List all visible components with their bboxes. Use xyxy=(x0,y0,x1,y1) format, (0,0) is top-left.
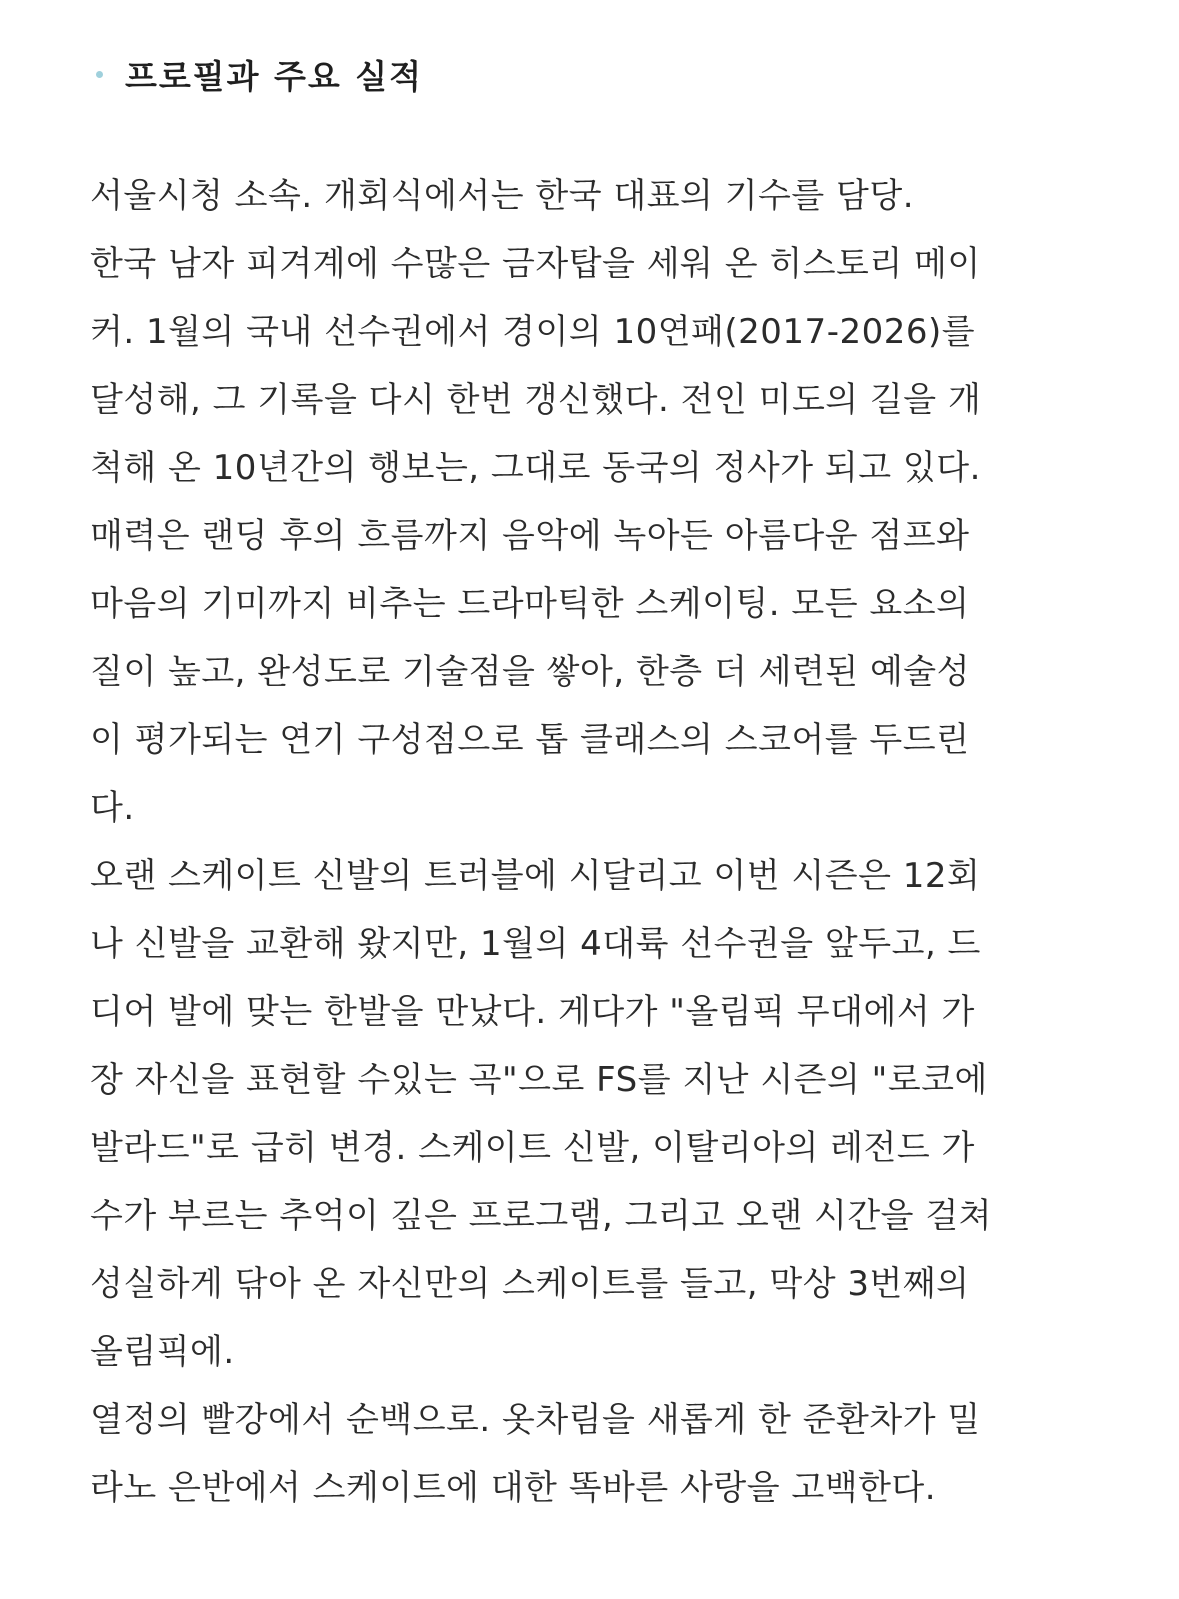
body-line: 수가 부르는 추억이 깊은 프로그램, 그리고 오랜 시간을 걸쳐 xyxy=(90,1196,993,1236)
article-body xyxy=(90,162,1070,1522)
body-line: 한국 남자 피겨계에 수많은 금자탑을 세워 온 히스토리 메이 xyxy=(90,244,981,284)
section-title: 프로필과 주요 실적 xyxy=(125,56,424,96)
body-line: 커. 1월의 국내 선수권에서 경이의 10연패(2017-2026)를 xyxy=(90,312,976,352)
body-line: 오랜 스케이트 신발의 트러블에 시달리고 이번 시즌은 12회 xyxy=(90,856,981,896)
body-line: 달성해, 그 기록을 다시 한번 갱신했다. 전인 미도의 길을 개 xyxy=(90,380,982,420)
body-line: 발라드"로 급히 변경. 스케이트 신발, 이탈리아의 레전드 가 xyxy=(90,1128,975,1168)
body-line: 성실하게 닦아 온 자신만의 스케이트를 들고, 막상 3번째의 xyxy=(90,1264,970,1304)
body-line: 매력은 랜딩 후의 흐름까지 음악에 녹아든 아름다운 점프와 xyxy=(90,516,970,556)
body-line: 장 자신을 표현할 수있는 곡"으로 FS를 지난 시즌의 "로코에 xyxy=(90,1060,988,1100)
bullet-dot-icon xyxy=(96,71,103,78)
body-line: 이 평가되는 연기 구성점으로 톱 클래스의 스코어를 두드린 xyxy=(90,720,970,760)
body-line: 마음의 기미까지 비추는 드라마틱한 스케이팅. 모든 요소의 xyxy=(90,584,970,624)
body-line: 라노 은반에서 스케이트에 대한 똑바른 사랑을 고백한다. xyxy=(90,1468,937,1508)
body-line: 나 신발을 교환해 왔지만, 1월의 4대륙 선수권을 앞두고, 드 xyxy=(90,924,981,964)
section-header xyxy=(96,48,423,100)
body-line: 척해 온 10년간의 행보는, 그대로 동국의 정사가 되고 있다. xyxy=(90,448,981,488)
body-line: 열정의 빨강에서 순백으로. 옷차림을 새롭게 한 준환차가 밀 xyxy=(90,1400,981,1440)
body-line: 다. xyxy=(90,788,135,828)
body-line: 서울시청 소속. 개회식에서는 한국 대표의 기수를 담당. xyxy=(90,176,915,216)
body-line: 올림픽에. xyxy=(90,1332,235,1372)
body-line: 디어 발에 맞는 한발을 만났다. 게다가 "올림픽 무대에서 가 xyxy=(90,992,975,1032)
body-line: 질이 높고, 완성도로 기술점을 쌓아, 한층 더 세련된 예술성 xyxy=(90,652,970,692)
